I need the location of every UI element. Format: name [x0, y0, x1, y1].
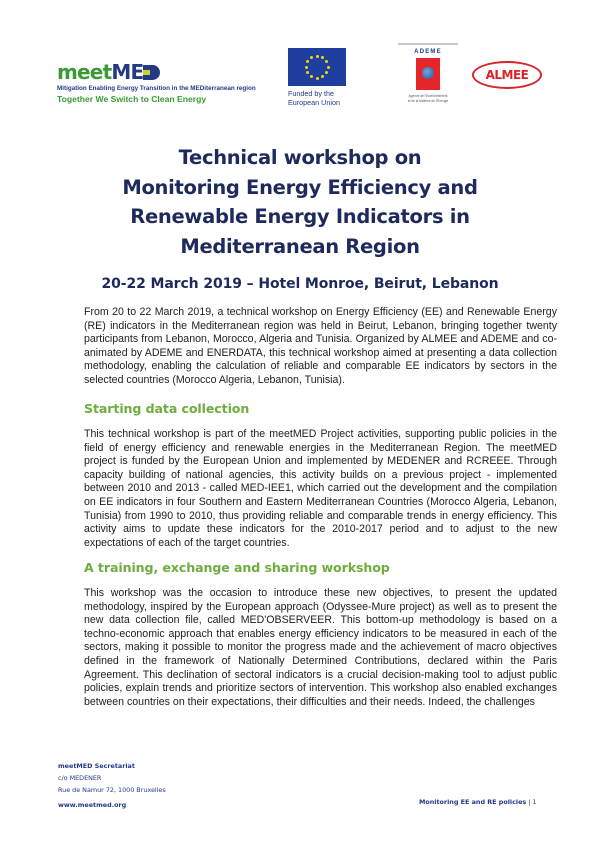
eu-star-icon — [305, 66, 308, 69]
globe-icon — [422, 67, 434, 79]
ademe-name: ADEME — [414, 49, 442, 55]
almee-name: ALMEE — [485, 68, 529, 82]
eu-funding-line2: European Union — [288, 98, 340, 107]
almee-logo — [472, 61, 542, 89]
eu-star-icon — [316, 55, 319, 58]
ademe-subtitle-line1: Agence de l'Environnement — [408, 94, 448, 98]
section-paragraph-training-workshop: This workshop was the occasion to introduce these new objectives, to present the updated methodology, inspired by the European approach (Odyssee-Mure project) as well as to present the new data collection file, called MED'OBSERVEER. This bottom-up methodology is based on a techno-economic approach that enables energy efficiency indicators to be measured in each of the sectors, making it possible to monitor the progress made and the achievement of macro objectives defined in the framework of Nationally Determined Contributions, declared within the Paris Agreement. This declination of sectoral indicators is a crucial decision-making tool to adjust public policies, explain trends and prioritize sectors of intervention. This workshop also enabled exchanges between countries on their expectations, their difficulties and their needs. Indeed, the challenges — [84, 587, 557, 708]
meetmed-slogan: Together We Switch to Clean Energy — [57, 94, 207, 104]
eu-funding-line1: Funded by the — [288, 89, 334, 98]
eu-star-icon — [321, 75, 324, 78]
ademe-subtitle — [388, 94, 468, 103]
title-line: Monitoring Energy Efficiency and — [122, 175, 478, 199]
eu-star-icon — [310, 56, 313, 59]
page-number: 1 — [532, 798, 537, 806]
meetmed-tagline: Mitigation Enabling Energy Transition in the MEDiterranean region — [57, 85, 256, 92]
eu-funding-text — [288, 89, 348, 107]
footer-separator: | — [528, 798, 531, 806]
meetmed-wordmark-green: meet — [57, 60, 112, 84]
eu-star-icon — [325, 71, 328, 74]
title-line: Renewable Energy Indicators in — [130, 205, 470, 228]
footer-address-block — [58, 760, 166, 811]
ademe-emblem-icon — [416, 58, 440, 90]
ademe-top-rule — [398, 43, 458, 45]
event-date-location: 20-22 March 2019 – Hotel Monroe, Beirut, Lebanon — [101, 276, 499, 292]
footer-page-info — [419, 798, 537, 806]
meetmed-wordmark — [57, 58, 277, 82]
eu-star-icon — [306, 71, 309, 74]
eu-star-icon — [316, 77, 319, 80]
eu-star-icon — [310, 75, 313, 78]
title-line: Technical workshop on — [178, 146, 422, 169]
title-line: Mediterranean Region — [180, 234, 420, 258]
eu-star-icon — [306, 60, 309, 63]
meetmed-d-shape-icon — [143, 65, 160, 80]
document-title — [0, 143, 600, 261]
section-paragraph-starting-data-collection: This technical workshop is part of the meetMED Project activities, supporting public policies in the field of energy efficiency and renewable energies in the Mediterranean Region. The meetMED project is funded by the European Union and implemented by MEDENER and RCREEE. Through capacity building of national agencies, this activity builds on a previous project - implemented between 2010 and 2013 - called MED-IEE1, which carried out the development and the compilation on EE indicators in four Southern and Eastern Mediterranean Countries (Morocco Algeria, Lebanon, Tunisia) from 1990 to 2010, thus providing reliable and comparable trends in energy efficiency. This activity aims to update these indicators for the 2010-2017 period and to adjust to the new expectations of each of the target countries. — [84, 428, 557, 549]
footer-care-of: c/o MEDENER — [58, 774, 102, 782]
eu-star-icon — [325, 60, 328, 63]
ademe-logo — [388, 43, 468, 103]
footer-website-link[interactable]: www.meetmed.org — [58, 801, 127, 809]
eu-logo — [288, 48, 348, 107]
section-heading-training-workshop: A training, exchange and sharing workshop — [84, 560, 390, 575]
intro-paragraph: From 20 to 22 March 2019, a technical workshop on Energy Efficiency (EE) and Renewable Energy (RE) indicators in the Mediterranean region was held in Beirut, Lebanon, bringing together twenty participants from Lebanon, Morocco, Algeria and Tunisia. Organized by ALMEE and ADEME and co-animated by ADEME and ENERDATA, this technical workshop aimed at presenting a data collection methodology, enabling the calculation of reliable and comparable EE indicators by sectors in the selected countries (Morocco Algeria, Lebanon, Tunisia). — [84, 306, 557, 386]
eu-star-icon — [327, 66, 330, 69]
meetmed-wordmark-blue: ME — [111, 60, 144, 84]
eu-flag-icon — [288, 48, 346, 86]
meetmed-logo — [57, 58, 277, 104]
eu-star-icon — [321, 56, 324, 59]
footer-doc-title: Monitoring EE and RE policies — [419, 798, 527, 806]
footer-org: meetMED Secretariat — [58, 762, 135, 770]
footer-address: Rue de Namur 72, 1000 Bruxelles — [58, 786, 166, 794]
section-heading-starting-data-collection: Starting data collection — [84, 401, 250, 416]
ademe-subtitle-line2: et de la Maîtrise de l'Énergie — [407, 98, 449, 103]
